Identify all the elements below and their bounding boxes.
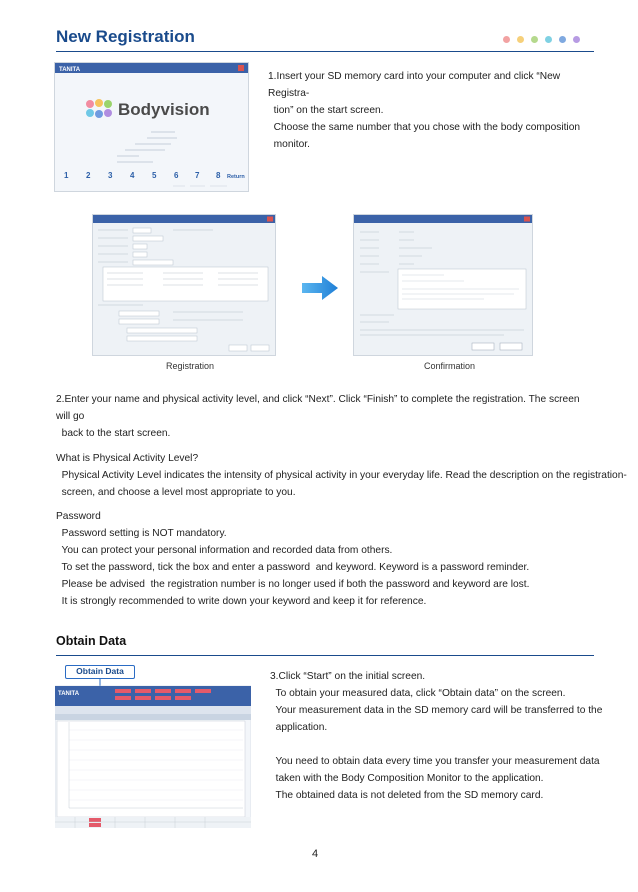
number-1: 1 bbox=[64, 171, 69, 180]
obtain-line: 3.Click “Start” on the initial screen. bbox=[270, 671, 426, 682]
obtain-line: application. bbox=[270, 722, 328, 733]
dot-icon bbox=[517, 36, 524, 43]
logo-text: Bodyvision bbox=[118, 100, 210, 119]
arrow-right-icon bbox=[300, 275, 340, 301]
start-screen-image bbox=[55, 63, 248, 191]
page-title: New Registration bbox=[56, 27, 195, 46]
dot-icon bbox=[545, 36, 552, 43]
obtain-line: The obtained data is not deleted from the SD memory card. bbox=[270, 790, 544, 801]
password-heading: Password bbox=[56, 511, 101, 522]
dot-icon bbox=[503, 36, 510, 43]
obtain-line: taken with the Body Composition Monitor to the application. bbox=[270, 773, 544, 784]
number-4: 4 bbox=[130, 171, 135, 180]
step1-text bbox=[268, 68, 598, 153]
section-title-obtain-data: Obtain Data bbox=[56, 634, 127, 648]
return-label: Return bbox=[227, 174, 245, 180]
obtain-line: You need to obtain data every time you transfer your measurement data bbox=[270, 756, 600, 767]
password-line: Password setting is NOT mandatory. bbox=[56, 528, 227, 539]
number-8: 8 bbox=[216, 171, 221, 180]
dot-icon bbox=[573, 36, 580, 43]
brand-label: TANITA bbox=[59, 67, 81, 73]
confirmation-screenshot bbox=[354, 215, 532, 355]
dot-icon bbox=[559, 36, 566, 43]
registration-screenshot bbox=[93, 215, 275, 355]
step1-line: Choose the same number that you chose with the body composition bbox=[268, 122, 581, 133]
activity-text bbox=[56, 450, 627, 501]
page-number: 4 bbox=[312, 848, 319, 860]
registration-caption: Registration bbox=[166, 361, 215, 371]
obtain-data-callout bbox=[65, 665, 135, 679]
start-screen-screenshot bbox=[55, 63, 248, 191]
number-3: 3 bbox=[108, 171, 113, 180]
number-6: 6 bbox=[174, 171, 179, 180]
obtain-data-app-image bbox=[55, 678, 251, 828]
section-divider bbox=[56, 655, 594, 656]
step2-line: back to the start screen. bbox=[56, 428, 171, 439]
title-divider bbox=[56, 51, 594, 52]
activity-line: screen, and choose a level most appropriate to you. bbox=[56, 487, 296, 498]
dot-icon bbox=[531, 36, 538, 43]
obtain-text bbox=[270, 668, 603, 804]
activity-heading: What is Physical Activity Level? bbox=[56, 453, 199, 464]
confirmation-dialog-image bbox=[354, 215, 532, 355]
password-line: You can protect your personal information and recorded data from others. bbox=[56, 545, 393, 556]
obtain-line bbox=[270, 736, 600, 753]
number-5: 5 bbox=[152, 171, 157, 180]
step1-line: monitor. bbox=[268, 139, 310, 150]
activity-line: Physical Activity Level indicates the intensity of physical activity in your everyday life. Read the description on the registration- bbox=[56, 470, 627, 481]
step2-line: 2.Enter your name and physical activity level, and click “Next”. Click “Finish” to complete the registration. The screen will go bbox=[56, 394, 580, 422]
password-text bbox=[56, 508, 596, 610]
number-2: 2 bbox=[86, 171, 91, 180]
obtain-line: To obtain your measured data, click “Obtain data” on the screen. bbox=[270, 688, 566, 699]
step1-line: tion” on the start screen. bbox=[268, 105, 384, 116]
password-line: Please be advised the registration number is no longer used if both the password and keyword are lost. bbox=[56, 579, 530, 590]
obtain-data-tab-label: Obtain Data bbox=[76, 666, 124, 676]
number-7: 7 bbox=[195, 171, 200, 180]
password-line: To set the password, tick the box and enter a password and keyword. Keyword is a password reminder. bbox=[56, 562, 530, 573]
step1-line: 1.Insert your SD memory card into your computer and click “New Registra- bbox=[268, 71, 561, 99]
app-brand-label: TANITA bbox=[58, 691, 80, 697]
decorative-dots bbox=[503, 36, 580, 43]
confirmation-caption: Confirmation bbox=[424, 361, 476, 371]
registration-dialog-image bbox=[93, 215, 275, 355]
password-line: It is strongly recommended to write down your keyword and keep it for reference. bbox=[56, 596, 427, 607]
step2-text bbox=[56, 391, 596, 442]
obtain-line: Your measurement data in the SD memory card will be transferred to the bbox=[270, 705, 603, 716]
obtain-data-screenshot bbox=[55, 665, 251, 828]
